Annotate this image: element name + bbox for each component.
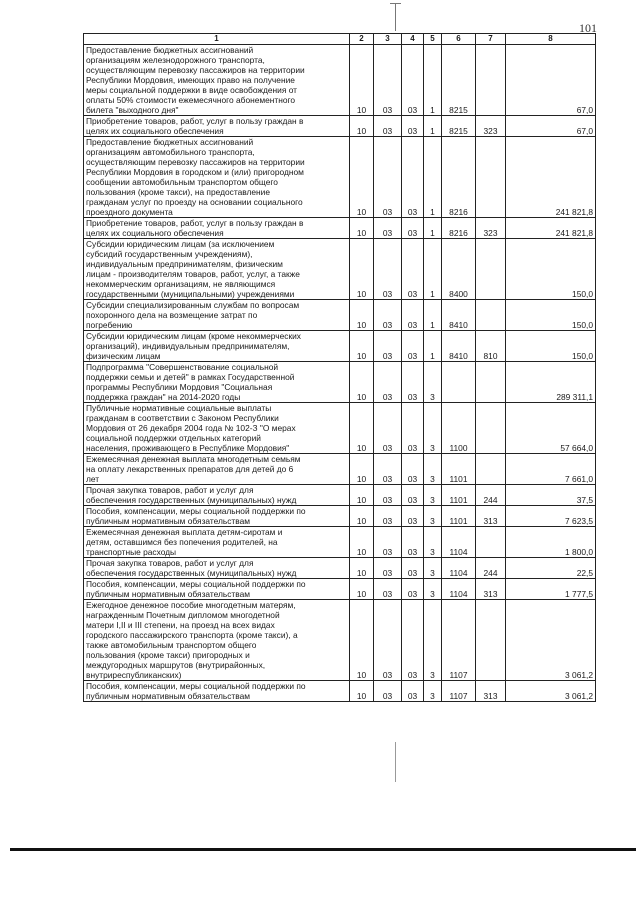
table-row — [84, 331, 596, 362]
code-section: 10 — [350, 558, 374, 579]
row-amount: 241 821,8 — [506, 137, 596, 218]
row-amount: 150,0 — [506, 331, 596, 362]
code-subsection: 03 — [374, 403, 402, 454]
code-subsection: 03 — [374, 218, 402, 239]
row-name: Ежемесячная денежная выплата детям-сиротам и детям, оставшимся без попечения родителей, на транспортные расходы — [84, 527, 350, 558]
code-subsection: 03 — [374, 362, 402, 403]
code-direction: 1107 — [442, 600, 476, 681]
code-subprogram: 1 — [424, 300, 442, 331]
column-header: 3 — [374, 34, 402, 45]
code-program: 03 — [402, 403, 424, 454]
code-program: 03 — [402, 116, 424, 137]
row-name: Субсидии юридическим лицам (кроме некоммерческих организаций), индивидуальным предпринимателям, физическим лицам — [84, 331, 350, 362]
code-subprogram: 3 — [424, 579, 442, 600]
row-amount: 150,0 — [506, 300, 596, 331]
table-row — [84, 579, 596, 600]
code-subsection: 03 — [374, 454, 402, 485]
row-name: Субсидии юридическим лицам (за исключением субсидий государственным учреждениям), индивидуальным предпринимателям, физическим лицам - производителям товаров, работ, услуг, а также некоммерческим организациям, не являющимся государственными (муниципальными) учреждениями — [84, 239, 350, 300]
code-expense-type — [476, 362, 506, 403]
code-direction: 1101 — [442, 454, 476, 485]
code-expense-type — [476, 300, 506, 331]
column-header: 8 — [506, 34, 596, 45]
row-name: Подпрограмма "Совершенствование социальной поддержки семьи и детей" в рамках Государственной программы Республики Мордовия "Социальная поддержка граждан" на 2014-2020 годы — [84, 362, 350, 403]
row-name: Пособия, компенсации, меры социальной поддержки по публичным нормативным обязательствам — [84, 506, 350, 527]
row-amount: 7 661,0 — [506, 454, 596, 485]
code-subprogram: 1 — [424, 218, 442, 239]
column-header: 4 — [402, 34, 424, 45]
code-expense-type: 323 — [476, 116, 506, 137]
code-subsection: 03 — [374, 681, 402, 702]
code-section: 10 — [350, 403, 374, 454]
row-name: Пособия, компенсации, меры социальной поддержки по публичным нормативным обязательствам — [84, 579, 350, 600]
code-section: 10 — [350, 116, 374, 137]
code-program: 03 — [402, 527, 424, 558]
table-row — [84, 454, 596, 485]
row-amount: 1 777,5 — [506, 579, 596, 600]
code-subprogram: 3 — [424, 403, 442, 454]
code-direction — [442, 362, 476, 403]
code-section: 10 — [350, 137, 374, 218]
table-row — [84, 558, 596, 579]
code-subsection: 03 — [374, 239, 402, 300]
code-section: 10 — [350, 45, 374, 116]
column-header: 6 — [442, 34, 476, 45]
code-subsection: 03 — [374, 600, 402, 681]
code-direction: 1100 — [442, 403, 476, 454]
column-header: 2 — [350, 34, 374, 45]
column-header: 5 — [424, 34, 442, 45]
table-row — [84, 403, 596, 454]
code-section: 10 — [350, 218, 374, 239]
table-row — [84, 362, 596, 403]
row-name: Ежемесячная денежная выплата многодетным семьям на оплату лекарственных препаратов для детей до 6 лет — [84, 454, 350, 485]
code-direction: 1101 — [442, 506, 476, 527]
code-program: 03 — [402, 506, 424, 527]
row-name: Приобретение товаров, работ, услуг в пользу граждан в целях их социального обеспечения — [84, 116, 350, 137]
budget-table — [83, 33, 596, 702]
code-subsection: 03 — [374, 45, 402, 116]
table-row — [84, 300, 596, 331]
code-expense-type: 323 — [476, 218, 506, 239]
row-amount: 37,5 — [506, 485, 596, 506]
page-bottom-rule — [10, 848, 636, 851]
row-amount: 241 821,8 — [506, 218, 596, 239]
code-subprogram: 3 — [424, 506, 442, 527]
row-amount: 67,0 — [506, 116, 596, 137]
code-subsection: 03 — [374, 579, 402, 600]
code-program: 03 — [402, 300, 424, 331]
table-row — [84, 681, 596, 702]
top-binding-line — [395, 3, 396, 31]
code-direction: 8400 — [442, 239, 476, 300]
row-name: Прочая закупка товаров, работ и услуг для обеспечения государственных (муниципальных) нужд — [84, 485, 350, 506]
code-expense-type: 244 — [476, 558, 506, 579]
code-expense-type — [476, 403, 506, 454]
code-subprogram: 1 — [424, 116, 442, 137]
code-direction: 8216 — [442, 137, 476, 218]
bottom-binding-line — [395, 742, 396, 782]
code-expense-type: 313 — [476, 506, 506, 527]
code-program: 03 — [402, 681, 424, 702]
code-program: 03 — [402, 331, 424, 362]
table-row — [84, 239, 596, 300]
code-subsection: 03 — [374, 558, 402, 579]
code-program: 03 — [402, 45, 424, 116]
code-subprogram: 3 — [424, 362, 442, 403]
code-direction: 8215 — [442, 45, 476, 116]
code-subprogram: 1 — [424, 45, 442, 116]
code-subprogram: 3 — [424, 681, 442, 702]
code-direction: 1104 — [442, 579, 476, 600]
code-subsection: 03 — [374, 506, 402, 527]
row-amount: 3 061,2 — [506, 681, 596, 702]
code-expense-type — [476, 600, 506, 681]
code-subsection: 03 — [374, 137, 402, 218]
code-subsection: 03 — [374, 116, 402, 137]
row-amount: 67,0 — [506, 45, 596, 116]
code-section: 10 — [350, 362, 374, 403]
code-subprogram: 1 — [424, 331, 442, 362]
table-row — [84, 45, 596, 116]
table-row — [84, 506, 596, 527]
code-direction: 1104 — [442, 558, 476, 579]
table-row — [84, 600, 596, 681]
code-subsection: 03 — [374, 527, 402, 558]
code-program: 03 — [402, 485, 424, 506]
code-program: 03 — [402, 579, 424, 600]
column-header: 7 — [476, 34, 506, 45]
row-amount: 7 623,5 — [506, 506, 596, 527]
code-section: 10 — [350, 485, 374, 506]
code-direction: 8215 — [442, 116, 476, 137]
code-subprogram: 3 — [424, 558, 442, 579]
row-name: Предоставление бюджетных ассигнований организациям автомобильного транспорта, осуществляющим перевозку пассажиров на территории Республики Мордовия в городском и (или) пригородном сообщении автомобильным транспортом общего пользования (кроме такси), на предоставление гражданам услуг по проезду на основании социального проездного документа — [84, 137, 350, 218]
code-expense-type — [476, 239, 506, 300]
code-expense-type — [476, 45, 506, 116]
table-row — [84, 137, 596, 218]
code-direction: 1107 — [442, 681, 476, 702]
row-amount: 22,5 — [506, 558, 596, 579]
row-amount: 3 061,2 — [506, 600, 596, 681]
code-program: 03 — [402, 362, 424, 403]
code-expense-type — [476, 527, 506, 558]
row-amount: 57 664,0 — [506, 403, 596, 454]
code-section: 10 — [350, 600, 374, 681]
code-subprogram: 3 — [424, 600, 442, 681]
row-amount: 150,0 — [506, 239, 596, 300]
code-expense-type — [476, 454, 506, 485]
row-name: Приобретение товаров, работ, услуг в пользу граждан в целях их социального обеспечения — [84, 218, 350, 239]
code-direction: 1104 — [442, 527, 476, 558]
code-direction: 8410 — [442, 331, 476, 362]
code-expense-type: 244 — [476, 485, 506, 506]
code-subsection: 03 — [374, 300, 402, 331]
table-row — [84, 116, 596, 137]
code-subsection: 03 — [374, 331, 402, 362]
code-expense-type: 313 — [476, 681, 506, 702]
row-name: Ежегодное денежное пособие многодетным матерям, награжденным Почетным дипломом многодетной матери I,II и III степени, на проезд на всех видах городского пассажирского транспорта (кроме такси), а также автомобильным транспортом общего пользования (кроме такси) пригородных и междугородных маршрутов (внутрирайонных, внутриреспубликанских) — [84, 600, 350, 681]
code-section: 10 — [350, 579, 374, 600]
row-name: Пособия, компенсации, меры социальной поддержки по публичным нормативным обязательствам — [84, 681, 350, 702]
code-section: 10 — [350, 681, 374, 702]
code-section: 10 — [350, 239, 374, 300]
code-expense-type: 810 — [476, 331, 506, 362]
row-name: Субсидии специализированным службам по вопросам похоронного дела на возмещение затрат по погребению — [84, 300, 350, 331]
code-section: 10 — [350, 506, 374, 527]
code-section: 10 — [350, 454, 374, 485]
code-subprogram: 3 — [424, 485, 442, 506]
row-name: Прочая закупка товаров, работ и услуг для обеспечения государственных (муниципальных) нужд — [84, 558, 350, 579]
code-section: 10 — [350, 300, 374, 331]
code-program: 03 — [402, 239, 424, 300]
code-expense-type — [476, 137, 506, 218]
column-header: 1 — [84, 34, 350, 45]
code-subprogram: 1 — [424, 137, 442, 218]
row-amount: 289 311,1 — [506, 362, 596, 403]
code-direction: 8216 — [442, 218, 476, 239]
code-subprogram: 1 — [424, 239, 442, 300]
table-row — [84, 527, 596, 558]
row-name: Публичные нормативные социальные выплаты гражданам в соответствии с Законом Республики Мордовия от 26 декабря 2004 года № 102-З "О мерах социальной поддержки отдельных категорий населения, проживающего в Республике Мордовия" — [84, 403, 350, 454]
table-row — [84, 218, 596, 239]
code-section: 10 — [350, 331, 374, 362]
table-header-row — [84, 34, 596, 45]
code-program: 03 — [402, 137, 424, 218]
code-subprogram: 3 — [424, 454, 442, 485]
table-row — [84, 485, 596, 506]
code-program: 03 — [402, 558, 424, 579]
row-amount: 1 800,0 — [506, 527, 596, 558]
code-expense-type: 313 — [476, 579, 506, 600]
code-subsection: 03 — [374, 485, 402, 506]
page-number: 101 — [579, 21, 597, 35]
code-subprogram: 3 — [424, 527, 442, 558]
code-program: 03 — [402, 218, 424, 239]
code-direction: 8410 — [442, 300, 476, 331]
code-section: 10 — [350, 527, 374, 558]
row-name: Предоставление бюджетных ассигнований организациям железнодорожного транспорта, осуществляющим перевозку пассажиров на территории Республики Мордовия, имеющих право на получение меры социальной поддержки в виде освобождения от оплаты 50% стоимости ежемесячного абонементного билета "выходного дня" — [84, 45, 350, 116]
code-direction: 1101 — [442, 485, 476, 506]
code-program: 03 — [402, 454, 424, 485]
code-program: 03 — [402, 600, 424, 681]
